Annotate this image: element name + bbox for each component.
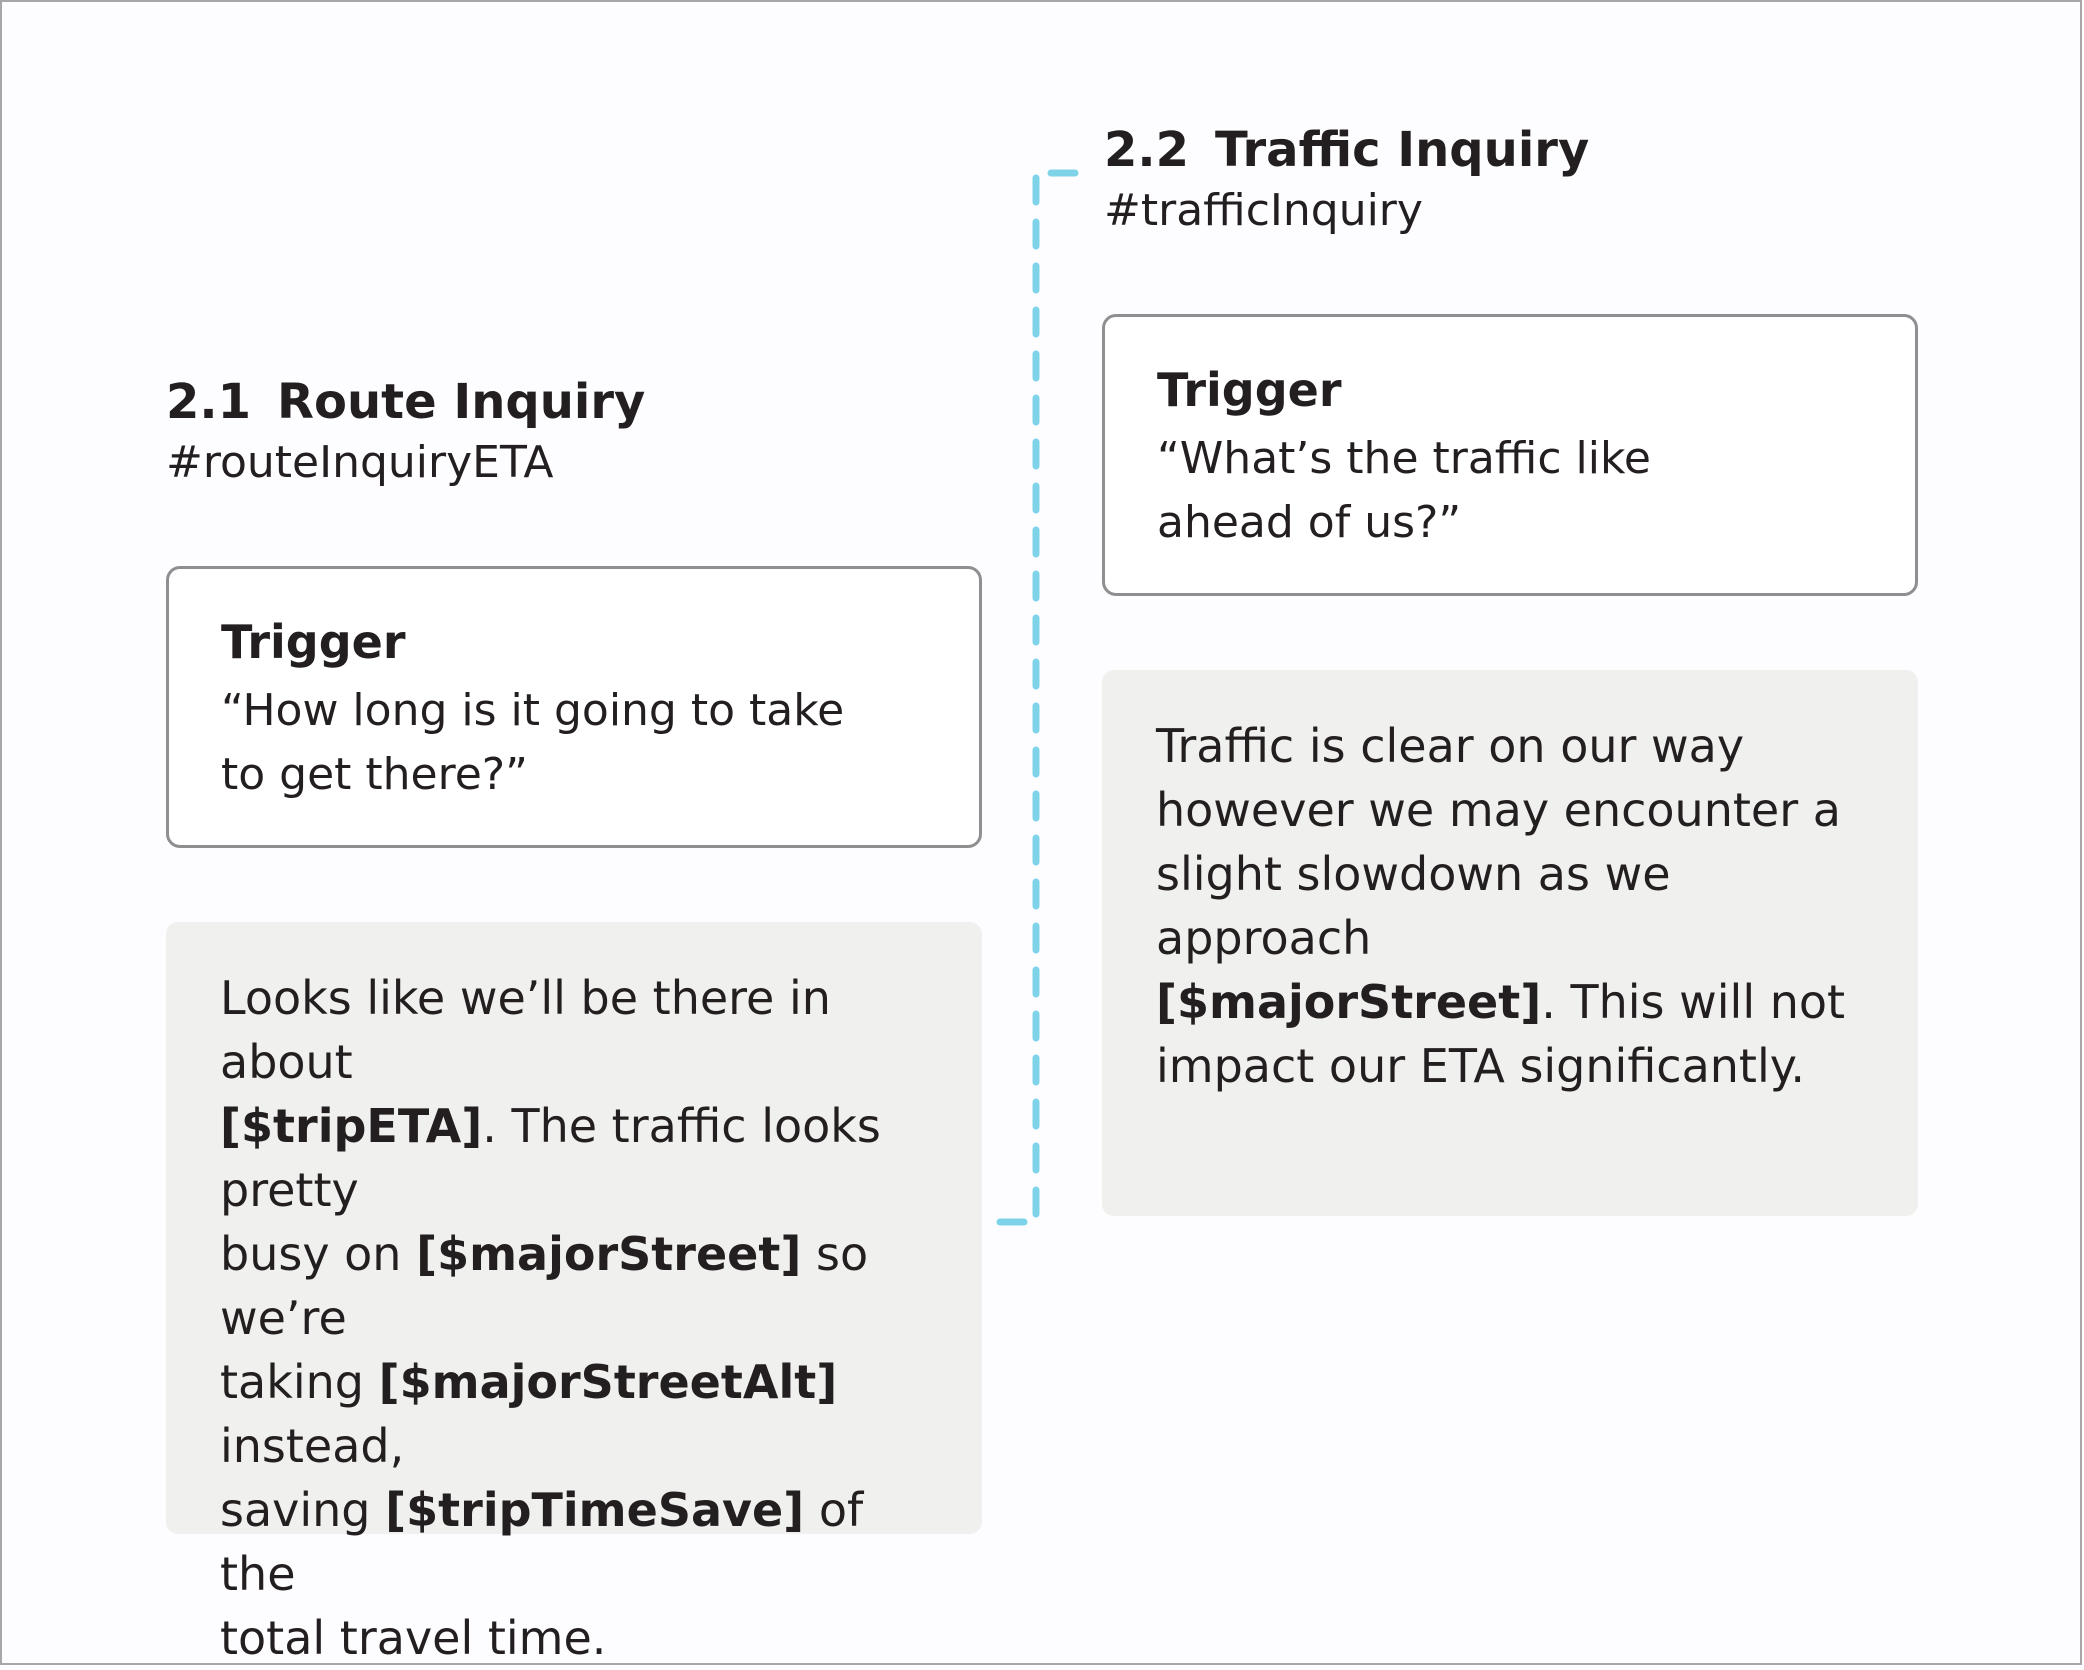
route-inquiry-section bbox=[166, 372, 645, 494]
route-inquiry-trigger-box bbox=[166, 566, 982, 848]
route-inquiry-trigger-label: Trigger bbox=[221, 615, 406, 669]
traffic-inquiry-title-text: Traffic Inquiry bbox=[1215, 122, 1590, 178]
response-text-fragment: taking bbox=[220, 1355, 379, 1409]
traffic-inquiry-trigger-label: Trigger bbox=[1157, 363, 1342, 417]
route-inquiry-tag: #routeInquiryETA bbox=[166, 437, 554, 488]
response-text-fragment: . This will not bbox=[1541, 975, 1846, 1029]
connector-path bbox=[1000, 173, 1078, 1222]
route-inquiry-number: 2.1 bbox=[166, 374, 252, 430]
response-text-fragment: . The traffic looks pretty bbox=[220, 1099, 881, 1217]
traffic-inquiry-section bbox=[1104, 120, 1589, 242]
traffic-trigger-line-1: “What’s the traffic like bbox=[1157, 433, 1651, 484]
variable-major-street: [$majorStreet] bbox=[416, 1227, 802, 1281]
traffic-inquiry-trigger-box bbox=[1102, 314, 1918, 596]
response-text-fragment: so we’re bbox=[220, 1227, 869, 1345]
traffic-inquiry-number: 2.2 bbox=[1104, 122, 1190, 178]
route-inquiry-response-box bbox=[166, 922, 982, 1665]
variable-major-street-alt: [$majorStreetAlt] bbox=[378, 1355, 838, 1409]
response-line: impact our ETA significantly. bbox=[1156, 1039, 1806, 1093]
response-line: total travel time. bbox=[220, 1611, 607, 1665]
response-line: Looks like we’ll be there in about bbox=[220, 971, 831, 1089]
response-text-fragment: busy on bbox=[220, 1227, 417, 1281]
response-text-fragment: instead, bbox=[220, 1419, 405, 1473]
traffic-inquiry-title bbox=[1104, 120, 1589, 180]
response-text-fragment: saving bbox=[220, 1483, 386, 1537]
response-line: however we may encounter a bbox=[1156, 783, 1841, 837]
route-inquiry-trigger-quote bbox=[221, 679, 925, 807]
traffic-inquiry-response-box bbox=[1102, 670, 1918, 1216]
traffic-inquiry-tag: #trafficInquiry bbox=[1104, 185, 1423, 236]
variable-trip-time-save: [$tripTimeSave] bbox=[385, 1483, 805, 1537]
traffic-trigger-line-2: ahead of us?” bbox=[1157, 497, 1462, 548]
route-inquiry-title-text: Route Inquiry bbox=[277, 374, 646, 430]
route-inquiry-response-text bbox=[220, 966, 942, 1670]
variable-major-street: [$majorStreet] bbox=[1156, 975, 1542, 1029]
traffic-inquiry-response-text bbox=[1156, 714, 1878, 1098]
response-text-fragment: of the bbox=[220, 1483, 864, 1601]
variable-trip-eta: [$tripETA] bbox=[220, 1099, 483, 1153]
route-inquiry-title bbox=[166, 372, 645, 432]
route-trigger-line-2: to get there?” bbox=[221, 749, 528, 800]
response-line: Traffic is clear on our way bbox=[1156, 719, 1745, 773]
route-trigger-line-1: “How long is it going to take bbox=[221, 685, 845, 736]
traffic-inquiry-trigger-quote bbox=[1157, 427, 1861, 555]
response-line: slight slowdown as we approach bbox=[1156, 847, 1671, 965]
